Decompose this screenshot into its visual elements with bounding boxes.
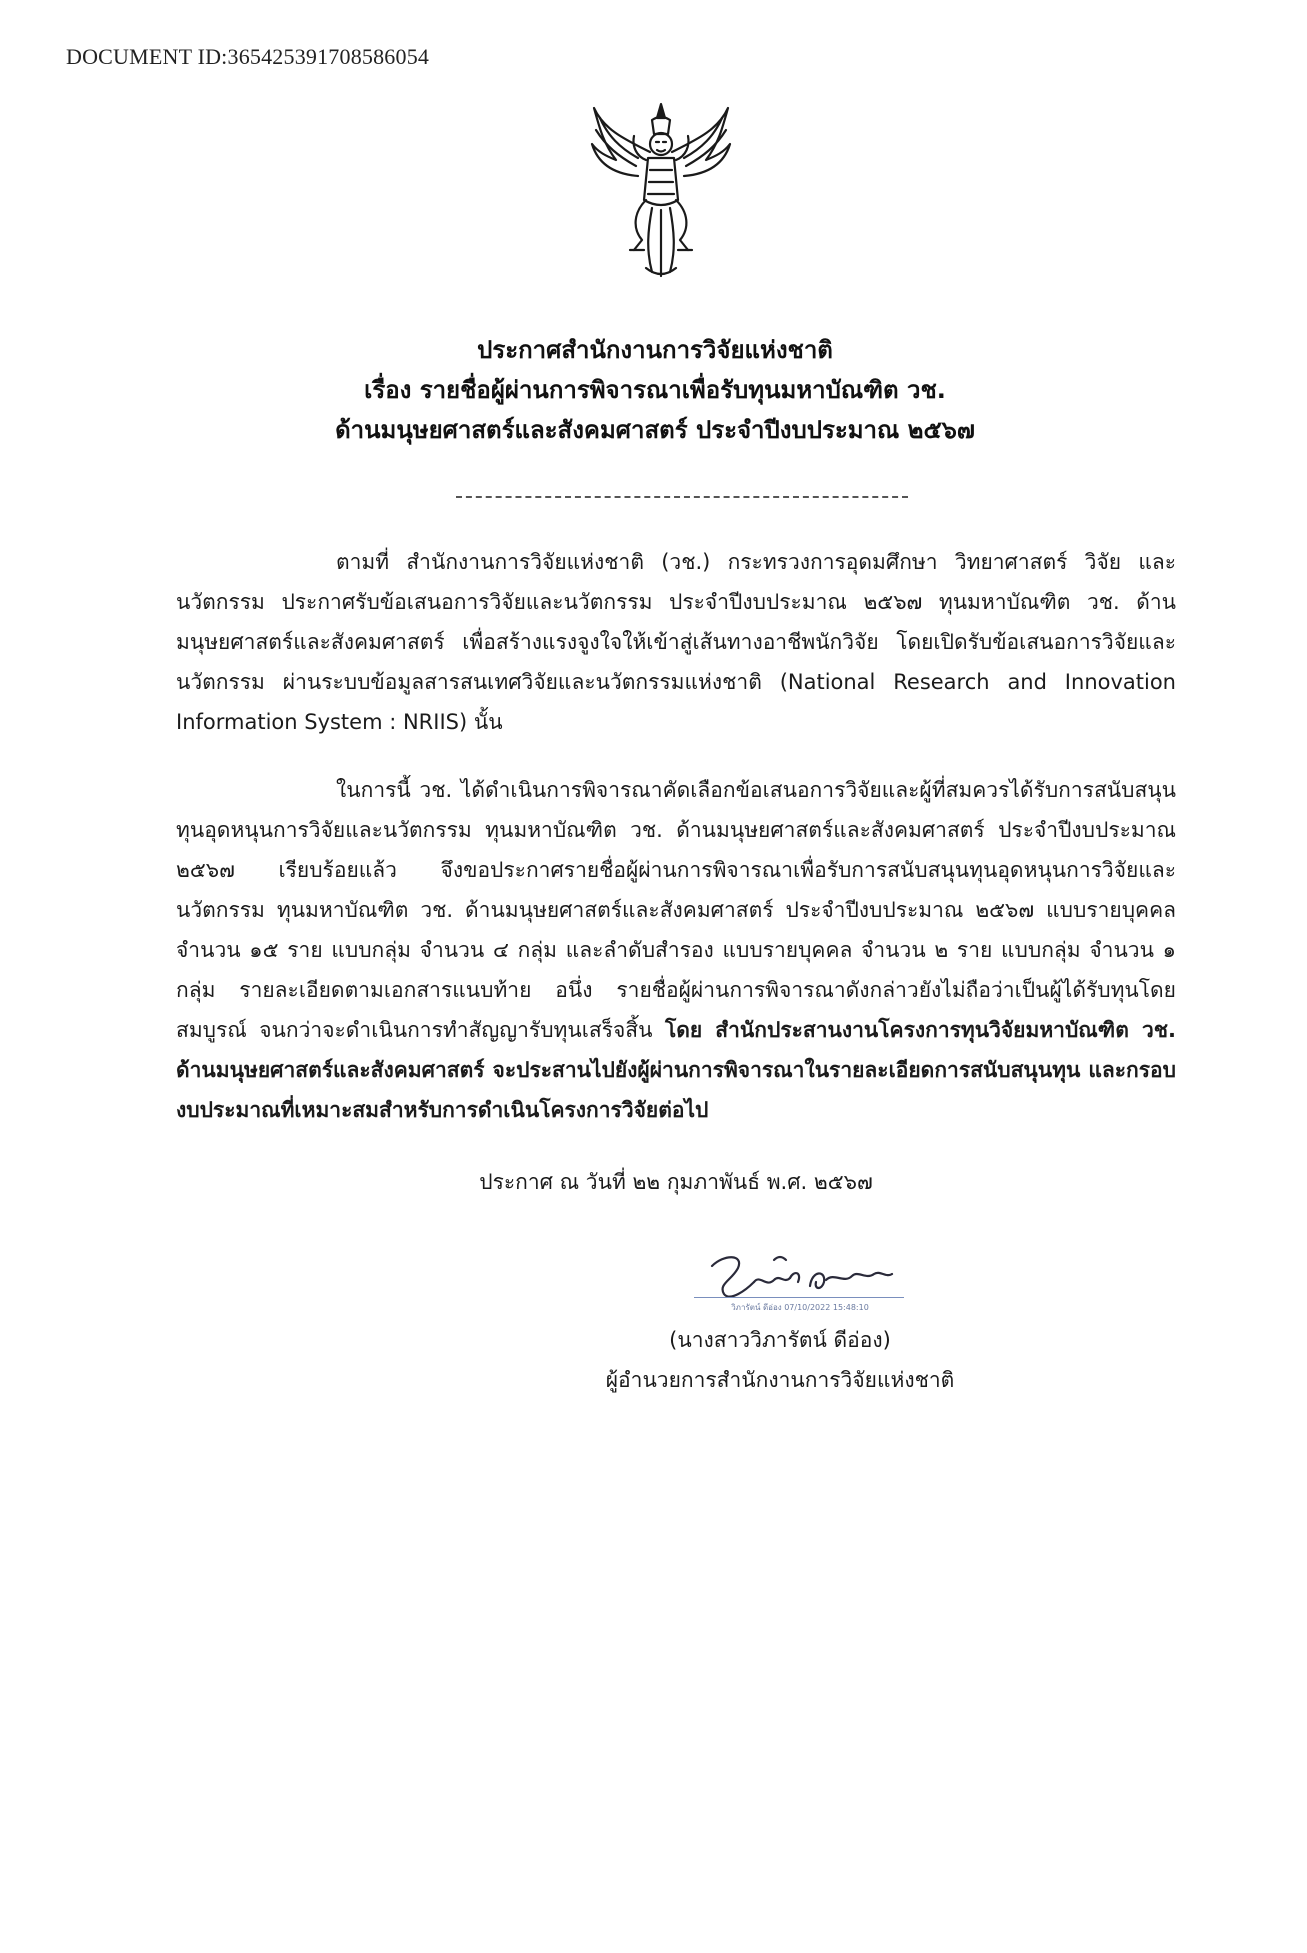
signature-line: [694, 1297, 904, 1298]
title-divider: [456, 496, 908, 498]
body-paragraph-2: [176, 770, 1176, 1130]
signer-name: (นางสาววิภารัตน์ ดีอ่อง): [669, 1328, 891, 1352]
announcement-title: [150, 330, 1160, 450]
title-line-1: ประกาศสำนักงานการวิจัยแห่งชาติ: [477, 336, 833, 364]
paragraph-2-bold-text: โดย สำนักประสานงานโครงการทุนวิจัยมหาบัณฑิต วช. ด้านมนุษยศาสตร์และสังคมศาสตร์ จะประสานไปยังผู้ผ่านการพิจารณาในรายละเอียดการสนับสนุนทุน และกรอบงบประมาณที่เหมาะสมสำหรับการดำเนินโครงการวิจัยต่อไป: [176, 1018, 1176, 1122]
announce-date: ประกาศ ณ วันที่ ๒๒ กุมภาพันธ์ พ.ศ. ๒๕๖๗: [479, 1170, 873, 1194]
signature-timestamp: วิภารัตน์ ดีอ่อง 07/10/2022 15:48:10: [731, 1303, 869, 1312]
document-id: DOCUMENT ID:365425391708586054: [66, 44, 430, 69]
paragraph-2-text: ในการนี้ วช. ได้ดำเนินการพิจารณาคัดเลือกข้อเสนอการวิจัยและผู้ที่สมควรได้รับการสนับสนุนทุนอุดหนุนการวิจัยและนวัตกรรม ทุนมหาบัณฑิต วช. ด้านมนุษยศาสตร์และสังคมศาสตร์ ประจำปีงบประมาณ ๒๕๖๗ เรียบร้อยแล้ว จึงขอประกาศรายชื่อผู้ผ่านการพิจารณาเพื่อรับการสนับสนุนทุนอุดหนุนการวิจัยและนวัตกรรม ทุนมหาบัณฑิต วช. ด้านมนุษยศาสตร์และสังคมศาสตร์ ประจำปีงบประมาณ ๒๕๖๗ แบบรายบุคคล จำนวน ๑๕ ราย แบบกลุ่ม จำนวน ๔ กลุ่ม และลำดับสำรอง แบบรายบุคคล จำนวน ๒ ราย แบบกลุ่ม จำนวน ๑ กลุ่ม รายละเอียดตามเอกสารแนบท้าย อนึ่ง รายชื่อผู้ผ่านการพิจารณาดังกล่าวยังไม่ถือว่าเป็นผู้ได้รับทุนโดยสมบูรณ์ จนกว่าจะดำเนินการทำสัญญารับทุนเสร็จสิ้น: [176, 778, 1176, 1042]
title-line-2: เรื่อง รายชื่อผู้ผ่านการพิจารณาเพื่อรับทุนมหาบัณฑิต วช.: [364, 376, 946, 404]
garuda-emblem-icon: [586, 100, 736, 280]
body-paragraph-1: ตามที่ สำนักงานการวิจัยแห่งชาติ (วช.) กระทรวงการอุดมศึกษา วิทยาศาสตร์ วิจัย และนวัตกรรม ประกาศรับข้อเสนอการวิจัยและนวัตกรรม ประจำปีงบประมาณ ๒๕๖๗ ทุนมหาบัณฑิต วช. ด้านมนุษยศาสตร์และสังคมศาสตร์ เพื่อสร้างแรงจูงใจให้เข้าสู่เส้นทางอาชีพนักวิจัย โดยเปิดรับข้อเสนอการวิจัยและนวัตกรรม ผ่านระบบข้อมูลสารสนเทศวิจัยและนวัตกรรมแห่งชาติ (National Research and Innovation Information System : NRIIS) นั้น: [176, 550, 1176, 734]
signer-title: ผู้อำนวยการสำนักงานการวิจัยแห่งชาติ: [605, 1368, 955, 1392]
title-line-3: ด้านมนุษยศาสตร์และสังคมศาสตร์ ประจำปีงบประมาณ ๒๕๖๗: [335, 416, 975, 444]
